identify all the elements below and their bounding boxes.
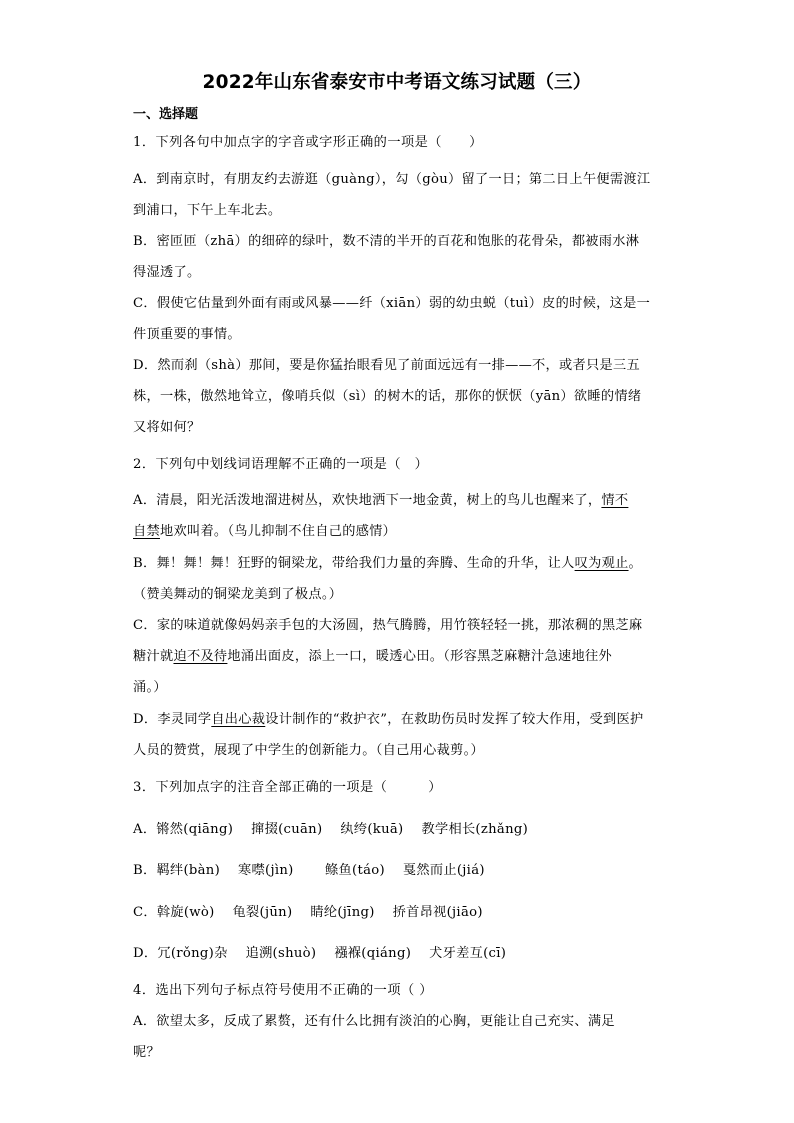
option-text: B．舞！舞！舞！狂野的铜梁龙，带给我们力量的奔腾、生命的升华，让人 xyxy=(133,556,575,571)
question-3-option-c: C．斡旋(wò) 龟裂(jūn) 睛纶(jīng) 挢首昂视(jiāo) xyxy=(133,905,483,920)
underlined-term: 自禁 xyxy=(133,524,160,539)
underlined-term: 情不 xyxy=(601,493,629,508)
question-1-option-d-cont2: 又将如何？ xyxy=(133,420,201,435)
question-1-option-b: B．密匝匝（zhā）的细碎的绿叶，数不清的半开的百花和饱胀的花骨朵，都被雨水淋 xyxy=(133,234,640,249)
option-text: 地涌出面皮，添上一口，暖透心田。（形容黑芝麻糖汁急速地往外 xyxy=(227,649,612,664)
question-1-option-a: A．到南京时，有朋友约去游逛（guàng），勾（gòu）留了一日；第二日上午便需渡江 xyxy=(133,172,651,187)
question-1-option-d-cont: 株，一株，傲然地耸立，像哨兵似（sì）的树木的话，那你的恹恹（yān）欲睡的情绪 xyxy=(133,389,642,404)
question-2-option-c-cont xyxy=(133,648,612,666)
question-2-option-b-cont: （赞美舞动的铜梁龙美到了极点。） xyxy=(133,587,343,602)
question-4-stem: 4．选出下列句子标点符号使用不正确的一项（ ） xyxy=(133,983,433,998)
question-4-option-a-cont: 呢？ xyxy=(133,1045,160,1060)
document-title: 2022年山东省泰安市中考语文练习试题（三） xyxy=(202,72,592,93)
question-1-option-a-cont: 到浦口，下午上车北去。 xyxy=(133,203,282,218)
option-text: D．李灵同学 xyxy=(133,712,212,727)
question-1-option-d: D．然而刹（shà）那间，要是你猛抬眼看见了前面远远有一排——不，或者只是三五 xyxy=(133,358,640,373)
option-text: 设计制作的“救护衣”，在救助伤员时发挥了较大作用，受到医护 xyxy=(265,712,644,727)
question-2-option-a-cont xyxy=(133,523,396,541)
underlined-term: 迫不及待 xyxy=(173,649,228,664)
question-2-option-c-cont2: 涌。） xyxy=(133,680,167,695)
question-2-stem: 2．下列句中划线词语理解不正确的一项是（ ） xyxy=(133,457,429,472)
question-1-stem: 1．下列各句中加点字的字音或字形正确的一项是（ ） xyxy=(133,135,483,150)
option-text: 糖汁就 xyxy=(133,649,174,664)
question-2-option-d xyxy=(133,711,644,729)
question-2-option-d-cont: 人员的赞赏，展现了中学生的创新能力。（自己用心裁剪。） xyxy=(133,743,484,758)
question-2-option-a xyxy=(133,492,628,510)
underlined-term: 自出心裁 xyxy=(211,712,266,727)
question-3-stem: 3．下列加点字的注音全部正确的一项是（ ） xyxy=(133,780,442,795)
question-1-option-b-cont: 得湿透了。 xyxy=(133,265,201,280)
section-heading: 一、选择题 xyxy=(133,107,199,122)
option-text: 。 xyxy=(628,556,643,571)
question-1-option-c: C．假使它估量到外面有雨或风暴——纤（xiān）弱的幼虫蜕（tuì）皮的时候，这是一 xyxy=(133,296,651,311)
option-text: A．清晨，阳光活泼地溜进树丛，欢快地洒下一地金黄，树上的鸟儿也醒来了， xyxy=(133,493,602,508)
question-1-option-c-cont: 件顶重要的事情。 xyxy=(133,327,241,342)
question-4-option-a: A．欲望太多，反成了累赘，还有什么比拥有淡泊的心胸，更能让自己充实、满足 xyxy=(133,1014,615,1029)
underlined-term: 叹为观止 xyxy=(574,556,629,571)
question-3-option-a: A．锵然(qiāng) 撺掇(cuān) 纨绔(kuā) 教学相长(zhǎng) xyxy=(133,822,529,837)
option-text: 地欢叫着。（鸟儿抑制不住自己的感情） xyxy=(159,524,397,539)
question-2-option-b xyxy=(133,555,642,573)
question-3-option-b: B．羁绊(bàn) 寒噤(jìn) 鲦鱼(táo) 戛然而止(jiá) xyxy=(133,863,485,878)
question-3-option-d: D．冗(rǒng)杂 追溯(shuò) 襁褓(qiáng) 犬牙差互(cī) xyxy=(133,946,507,961)
question-2-option-c: C．家的味道就像妈妈亲手包的大汤圆，热气腾腾，用竹筷轻轻一挑，那浓稠的黑芝麻 xyxy=(133,618,643,633)
